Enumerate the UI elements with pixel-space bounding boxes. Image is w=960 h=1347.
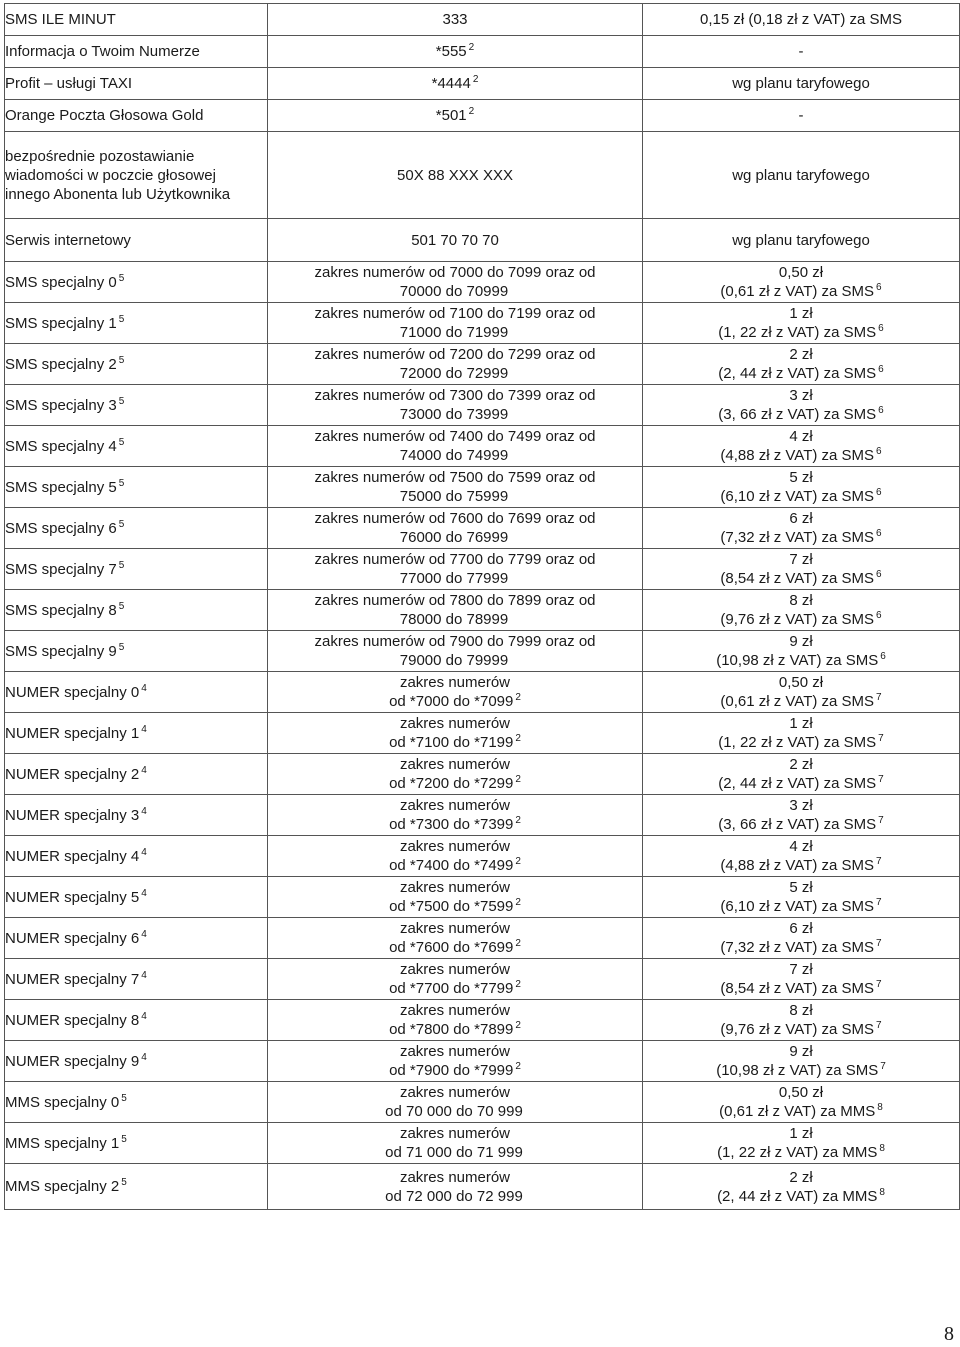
service-price: 3 zł (3, 66 zł z VAT) za SMS $^7$ — [643, 795, 960, 836]
footnote-mark: 6 — [876, 446, 882, 457]
service-name: Orange Poczta Głosowa Gold — [5, 100, 268, 132]
service-price: 0,50 zł (0,61 zł z VAT) za MMS $^8$ — [643, 1082, 960, 1123]
footnote-mark: 6 — [876, 282, 882, 293]
footnote-mark: 5 — [121, 1092, 127, 1104]
footnote-mark: 2 — [515, 856, 521, 867]
number-range: zakres numerów od *7900 do *7999 $^2$ — [268, 1041, 643, 1082]
service-name: NUMER specjalny 4 $^4$ — [5, 836, 268, 877]
service-name: Informacja o Twoim Numerze — [5, 36, 268, 68]
table-row — [5, 426, 960, 467]
footnote-mark: 5 — [118, 395, 125, 407]
service-price: 2 zł (2, 44 zł z VAT) za SMS $^6$ — [643, 344, 960, 385]
footnote-mark: 5 — [118, 436, 125, 448]
service-name: NUMER specjalny 1 $^4$ — [5, 713, 268, 754]
service-name: NUMER specjalny 7 $^4$ — [5, 959, 268, 1000]
service-price: 2 zł (2, 44 zł z VAT) za SMS $^7$ — [643, 754, 960, 795]
table-row — [5, 1164, 960, 1210]
number-range: zakres numerów od *7600 do *7699 $^2$ — [268, 918, 643, 959]
page-number: 8 — [944, 1323, 954, 1345]
footnote-mark: 4 — [141, 682, 147, 694]
footnote-mark: 4 — [141, 969, 147, 981]
footnote-mark: 5 — [121, 1133, 127, 1145]
service-price: 5 zł (6,10 zł z VAT) za SMS $^6$ — [643, 467, 960, 508]
number-range: zakres numerów od 7800 do 7899 oraz od 78000 do 78999 — [268, 590, 643, 631]
footnote-mark: 2 — [515, 979, 521, 990]
service-name: NUMER specjalny 6 $^4$ — [5, 918, 268, 959]
number-range: zakres numerów od *7100 do *7199 $^2$ — [268, 713, 643, 754]
number-range: zakres numerów od 71 000 do 71 999 — [268, 1123, 643, 1164]
service-name: NUMER specjalny 3 $^4$ — [5, 795, 268, 836]
footnote-mark: 4 — [141, 1010, 147, 1022]
footnote-mark: 2 — [515, 1020, 521, 1031]
footnote-mark: 2 — [515, 733, 521, 744]
footnote-mark: 7 — [880, 1061, 886, 1072]
number-range: zakres numerów od *7700 do *7799 $^2$ — [268, 959, 643, 1000]
service-name: SMS specjalny 0 $^5$ — [5, 262, 268, 303]
footnote-mark: 5 — [118, 600, 125, 612]
footnote-mark: 5 — [118, 559, 125, 571]
service-number: *4444 $^2$ — [268, 68, 643, 100]
service-price: 0,50 zł (0,61 zł z VAT) za SMS $^6$ — [643, 262, 960, 303]
footnote-mark: 2 — [515, 897, 521, 908]
footnote-mark: 2 — [468, 42, 475, 53]
table-row — [5, 754, 960, 795]
footnote-mark: 6 — [876, 528, 882, 539]
service-name: Profit – usługi TAXI — [5, 68, 268, 100]
footnote-mark: 5 — [118, 518, 125, 530]
service-price: 2 zł (2, 44 zł z VAT) za MMS $^8$ — [643, 1164, 960, 1210]
footnote-mark: 8 — [879, 1143, 885, 1154]
number-range: zakres numerów od *7800 do *7899 $^2$ — [268, 1000, 643, 1041]
service-number: 50X 88 XXX XXX — [268, 132, 643, 219]
table-row — [5, 36, 960, 68]
table-row — [5, 713, 960, 754]
table-row — [5, 590, 960, 631]
service-name: SMS specjalny 7 $^5$ — [5, 549, 268, 590]
number-range: zakres numerów od 7200 do 7299 oraz od 72000 do 72999 — [268, 344, 643, 385]
service-price: 3 zł (3, 66 zł z VAT) za SMS $^6$ — [643, 385, 960, 426]
service-price: 1 zł (1, 22 zł z VAT) za MMS $^8$ — [643, 1123, 960, 1164]
number-range: zakres numerów od 7400 do 7499 oraz od 74000 do 74999 — [268, 426, 643, 467]
service-name: MMS specjalny 1 $^5$ — [5, 1123, 268, 1164]
service-price: - — [643, 36, 960, 68]
service-name: SMS specjalny 2 $^5$ — [5, 344, 268, 385]
number-range: zakres numerów od 7000 do 7099 oraz od 70000 do 70999 — [268, 262, 643, 303]
table-row — [5, 68, 960, 100]
service-number: *555 $^2$ — [268, 36, 643, 68]
footnote-mark: 5 — [118, 272, 125, 284]
number-range: zakres numerów od 7500 do 7599 oraz od 75000 do 75999 — [268, 467, 643, 508]
service-number: 501 70 70 70 — [268, 219, 643, 262]
footnote-mark: 6 — [878, 364, 884, 375]
footnote-mark: 7 — [878, 815, 884, 826]
table-row — [5, 467, 960, 508]
service-name: SMS specjalny 9 $^5$ — [5, 631, 268, 672]
service-price: 6 zł (7,32 zł z VAT) za SMS $^7$ — [643, 918, 960, 959]
footnote-mark: 5 — [118, 313, 125, 325]
service-price: 7 zł (8,54 zł z VAT) za SMS $^6$ — [643, 549, 960, 590]
footnote-mark: 2 — [515, 815, 521, 826]
service-price: - — [643, 100, 960, 132]
number-range: zakres numerów od *7200 do *7299 $^2$ — [268, 754, 643, 795]
table-row — [5, 385, 960, 426]
footnote-mark: 4 — [141, 805, 147, 817]
number-range: zakres numerów od 70 000 do 70 999 — [268, 1082, 643, 1123]
number-range: zakres numerów od *7400 do *7499 $^2$ — [268, 836, 643, 877]
footnote-mark: 8 — [879, 1186, 885, 1198]
service-name: MMS specjalny 0 $^5$ — [5, 1082, 268, 1123]
service-price: 4 zł (4,88 zł z VAT) za SMS $^6$ — [643, 426, 960, 467]
service-price: 6 zł (7,32 zł z VAT) za SMS $^6$ — [643, 508, 960, 549]
service-price: wg planu taryfowego — [643, 219, 960, 262]
footnote-mark: 7 — [878, 733, 884, 744]
footnote-mark: 5 — [118, 641, 125, 653]
table-row — [5, 219, 960, 262]
service-name: SMS specjalny 6 $^5$ — [5, 508, 268, 549]
table-row — [5, 918, 960, 959]
footnote-mark: 2 — [515, 1061, 521, 1072]
table-row — [5, 1041, 960, 1082]
footnote-mark: 7 — [876, 692, 882, 703]
footnote-mark: 4 — [141, 887, 147, 899]
table-row — [5, 132, 960, 219]
tariff-table — [4, 3, 960, 1210]
number-range: zakres numerów od 72 000 do 72 999 — [268, 1164, 643, 1210]
table-row — [5, 262, 960, 303]
table-row — [5, 303, 960, 344]
service-name: SMS ILE MINUT — [5, 4, 268, 36]
footnote-mark: 8 — [877, 1102, 883, 1113]
footnote-mark: 7 — [876, 1020, 882, 1031]
footnote-mark: 2 — [468, 106, 475, 117]
service-price: 4 zł (4,88 zł z VAT) za SMS $^7$ — [643, 836, 960, 877]
service-name: SMS specjalny 5 $^5$ — [5, 467, 268, 508]
footnote-mark: 2 — [515, 938, 521, 949]
footnote-mark: 2 — [515, 692, 521, 703]
footnote-mark: 6 — [878, 405, 884, 416]
footnote-mark: 6 — [876, 610, 882, 621]
table-row — [5, 959, 960, 1000]
service-price: 0,15 zł (0,18 zł z VAT) za SMS — [643, 4, 960, 36]
service-price: 8 zł (9,76 zł z VAT) za SMS $^6$ — [643, 590, 960, 631]
service-price: wg planu taryfowego — [643, 132, 960, 219]
number-range: zakres numerów od 7700 do 7799 oraz od 77000 do 77999 — [268, 549, 643, 590]
service-name: Serwis internetowy — [5, 219, 268, 262]
service-name: NUMER specjalny 9 $^4$ — [5, 1041, 268, 1082]
service-name: MMS specjalny 2 $^5$ — [5, 1164, 268, 1210]
footnote-mark: 7 — [876, 938, 882, 949]
service-price: 9 zł (10,98 zł z VAT) za SMS $^6$ — [643, 631, 960, 672]
table-row — [5, 795, 960, 836]
service-price: 1 zł (1, 22 zł z VAT) za SMS $^6$ — [643, 303, 960, 344]
service-number: *501 $^2$ — [268, 100, 643, 132]
footnote-mark: 2 — [472, 74, 479, 85]
footnote-mark: 4 — [141, 764, 147, 776]
table-row — [5, 344, 960, 385]
service-name: NUMER specjalny 8 $^4$ — [5, 1000, 268, 1041]
service-price: 8 zł (9,76 zł z VAT) za SMS $^7$ — [643, 1000, 960, 1041]
footnote-mark: 7 — [876, 897, 882, 908]
table-row — [5, 1000, 960, 1041]
service-price: wg planu taryfowego — [643, 68, 960, 100]
footnote-mark: 7 — [878, 774, 884, 785]
footnote-mark: 6 — [876, 487, 882, 498]
table-row — [5, 4, 960, 36]
number-range: zakres numerów od *7500 do *7599 $^2$ — [268, 877, 643, 918]
footnote-mark: 7 — [876, 979, 882, 990]
footnote-mark: 5 — [118, 354, 125, 366]
footnote-mark: 2 — [515, 774, 521, 785]
table-row — [5, 1082, 960, 1123]
service-name: SMS specjalny 1 $^5$ — [5, 303, 268, 344]
service-price: 9 zł (10,98 zł z VAT) za SMS $^7$ — [643, 1041, 960, 1082]
footnote-mark: 5 — [121, 1177, 127, 1188]
footnote-mark: 6 — [876, 569, 882, 580]
service-name: SMS specjalny 8 $^5$ — [5, 590, 268, 631]
number-range: zakres numerów od *7300 do *7399 $^2$ — [268, 795, 643, 836]
service-name: NUMER specjalny 2 $^4$ — [5, 754, 268, 795]
footnote-mark: 4 — [141, 1051, 147, 1063]
table-row — [5, 877, 960, 918]
table-row — [5, 508, 960, 549]
footnote-mark: 5 — [118, 477, 125, 489]
service-name: SMS specjalny 4 $^5$ — [5, 426, 268, 467]
table-row — [5, 100, 960, 132]
footnote-mark: 7 — [876, 856, 882, 867]
number-range: zakres numerów od 7600 do 7699 oraz od 76000 do 76999 — [268, 508, 643, 549]
service-name: bezpośrednie pozostawianie wiadomości w poczcie głosowej innego Abonenta lub Użytkownika — [5, 132, 268, 219]
service-price: 0,50 zł (0,61 zł z VAT) za SMS $^7$ — [643, 672, 960, 713]
service-name: SMS specjalny 3 $^5$ — [5, 385, 268, 426]
table-row — [5, 672, 960, 713]
table-row — [5, 1123, 960, 1164]
table-row — [5, 836, 960, 877]
service-name: NUMER specjalny 5 $^4$ — [5, 877, 268, 918]
number-range: zakres numerów od 7100 do 7199 oraz od 71000 do 71999 — [268, 303, 643, 344]
number-range: zakres numerów od 7300 do 7399 oraz od 73000 do 73999 — [268, 385, 643, 426]
service-name: NUMER specjalny 0 $^4$ — [5, 672, 268, 713]
footnote-mark: 6 — [878, 323, 884, 334]
number-range: zakres numerów od *7000 do *7099 $^2$ — [268, 672, 643, 713]
service-price: 7 zł (8,54 zł z VAT) za SMS $^7$ — [643, 959, 960, 1000]
table-row — [5, 631, 960, 672]
table-row — [5, 549, 960, 590]
service-price: 5 zł (6,10 zł z VAT) za SMS $^7$ — [643, 877, 960, 918]
footnote-mark: 4 — [141, 928, 147, 940]
number-range: zakres numerów od 7900 do 7999 oraz od 79000 do 79999 — [268, 631, 643, 672]
footnote-mark: 4 — [141, 723, 147, 735]
footnote-mark: 4 — [141, 846, 147, 858]
footnote-mark: 6 — [880, 651, 886, 662]
service-number: 333 — [268, 4, 643, 36]
service-price: 1 zł (1, 22 zł z VAT) za SMS $^7$ — [643, 713, 960, 754]
